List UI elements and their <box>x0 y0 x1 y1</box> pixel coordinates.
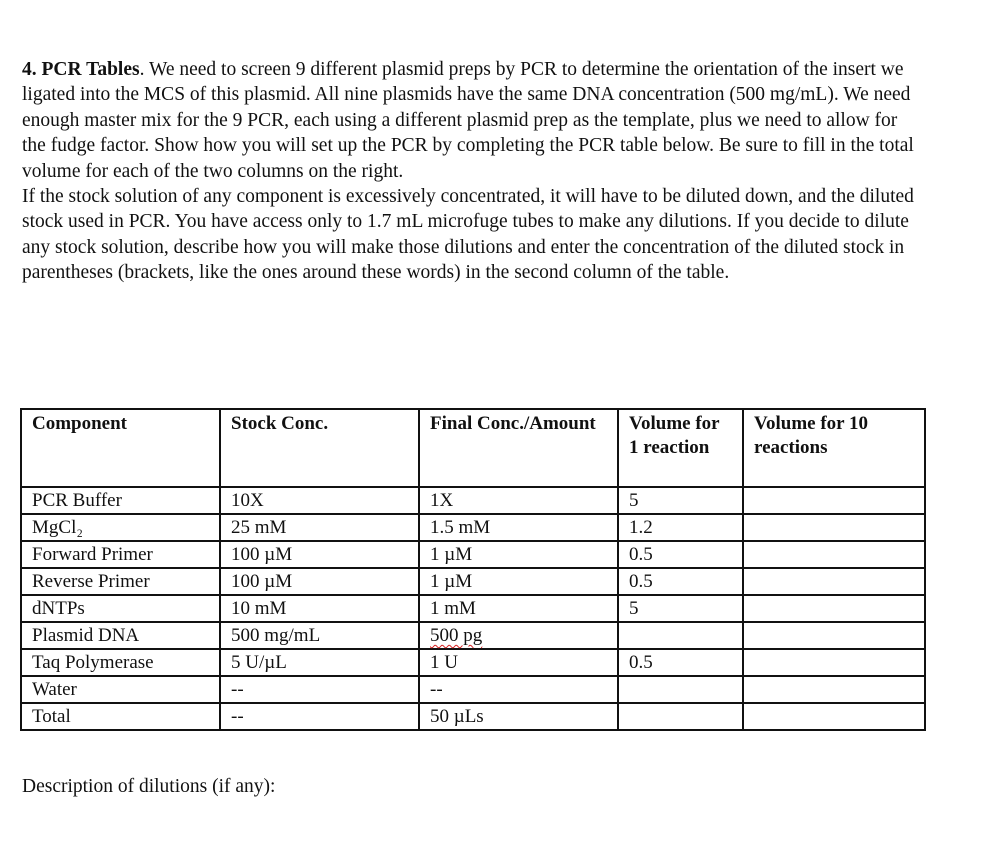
header-final-conc: Final Conc./Amount <box>419 409 618 487</box>
question-body: . We need to screen 9 different plasmid preps by PCR to determine the orientation of the insert we ligated into the MCS of this plasmid. All nine plasmids have the same DNA concentration (500 mg/mL). We need enough master mix for the 9 PCR, each using a different plasmid prep as the template, plus we need to allow for the fudge factor. Show how you will set up the PCR by completing the PCR table below. Be sure to fill in the total volume for each of the two columns on the right. <box>22 59 914 182</box>
cell-component: Water <box>21 676 220 703</box>
cell-vol-10 <box>743 514 925 541</box>
cell-vol-1: 0.5 <box>618 568 743 595</box>
header-volume-10: Volume for 10 reactions <box>743 409 925 487</box>
cell-final: 1 U <box>419 649 618 676</box>
table-header-row <box>21 409 925 487</box>
cell-stock: 25 mM <box>220 514 419 541</box>
cell-vol-10 <box>743 541 925 568</box>
cell-vol-10 <box>743 595 925 622</box>
cell-component: Taq Polymerase <box>21 649 220 676</box>
cell-vol-10 <box>743 568 925 595</box>
cell-stock: 500 mg/mL <box>220 622 419 649</box>
cell-stock: 100 µM <box>220 568 419 595</box>
cell-stock: 5 U/µL <box>220 649 419 676</box>
header-volume-1: Volume for 1 reaction <box>618 409 743 487</box>
pcr-table <box>20 408 926 731</box>
cell-vol-1: 0.5 <box>618 649 743 676</box>
table-row <box>21 487 925 514</box>
cell-vol-1 <box>618 676 743 703</box>
cell-final: 1 µM <box>419 568 618 595</box>
cell-final: 1 mM <box>419 595 618 622</box>
question-text <box>22 57 922 286</box>
cell-vol-1: 5 <box>618 487 743 514</box>
table-row <box>21 649 925 676</box>
spellcheck-underlined-value: 500 pg <box>430 625 483 646</box>
cell-vol-1: 5 <box>618 595 743 622</box>
cell-final: -- <box>419 676 618 703</box>
table-row <box>21 568 925 595</box>
table-row <box>21 541 925 568</box>
cell-component: Reverse Primer <box>21 568 220 595</box>
question-paragraph-2: If the stock solution of any component is excessively concentrated, it will have to be diluted down, and the diluted stock used in PCR. You have access only to 1.7 mL microfuge tubes to make any dilutions. If you decide to dilute any stock solution, describe how you will make those dilutions and enter the concentration of the diluted stock in parentheses (brackets, like the ones around these words) in the second column of the table. <box>22 186 914 284</box>
cell-vol-10 <box>743 703 925 730</box>
cell-vol-1: 0.5 <box>618 541 743 568</box>
cell-vol-1 <box>618 703 743 730</box>
cell-vol-10 <box>743 622 925 649</box>
cell-final: 1 µM <box>419 541 618 568</box>
cell-stock: 10X <box>220 487 419 514</box>
table-row <box>21 595 925 622</box>
cell-component: dNTPs <box>21 595 220 622</box>
cell-component: Forward Primer <box>21 541 220 568</box>
cell-stock: -- <box>220 676 419 703</box>
cell-vol-1: 1.2 <box>618 514 743 541</box>
cell-component: MgCl₂ <box>21 514 220 541</box>
cell-final: 1X <box>419 487 618 514</box>
cell-final: 1.5 mM <box>419 514 618 541</box>
question-title: 4. PCR Tables <box>22 59 140 80</box>
cell-final: 50 µLs <box>419 703 618 730</box>
cell-final <box>419 622 618 649</box>
question-paragraph-1 <box>22 57 922 184</box>
table-row-total <box>21 703 925 730</box>
dilutions-description-label: Description of dilutions (if any): <box>22 776 276 797</box>
table-row <box>21 514 925 541</box>
cell-component: Plasmid DNA <box>21 622 220 649</box>
cell-vol-10 <box>743 676 925 703</box>
cell-component: Total <box>21 703 220 730</box>
cell-vol-1 <box>618 622 743 649</box>
table-row <box>21 622 925 649</box>
cell-stock: 10 mM <box>220 595 419 622</box>
table-row <box>21 676 925 703</box>
header-component: Component <box>21 409 220 487</box>
cell-vol-10 <box>743 649 925 676</box>
cell-component: PCR Buffer <box>21 487 220 514</box>
cell-stock: 100 µM <box>220 541 419 568</box>
cell-vol-10 <box>743 487 925 514</box>
cell-stock: -- <box>220 703 419 730</box>
header-stock-conc: Stock Conc. <box>220 409 419 487</box>
